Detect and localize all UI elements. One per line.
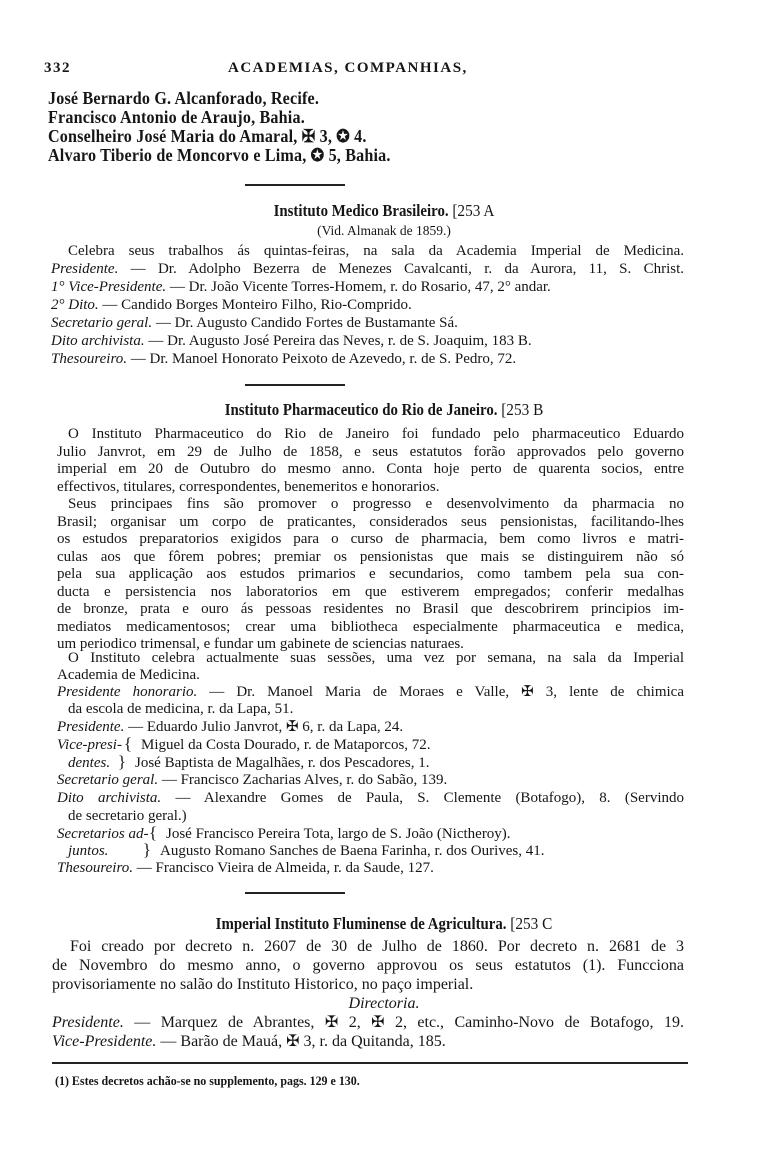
line-text: Foi creado por decreto n. 2607 de 30 de Julho de 1860. Por decreto n. 2681 de 3 [70, 938, 684, 955]
member-line: Conselheiro José Maria do Amaral, ✠ 3, ✪ 4. [48, 126, 367, 146]
line-text: — Dr. Manoel Maria de Moraes e Valle, ✠ 3, lente de chimica [197, 684, 684, 700]
line-text: O Instituto celebra actualmente suas sessões, uma vez por semana, na sala da Imperial [68, 650, 684, 666]
line-text: um periodico trimensal, e fundar um gabinete de sciencias naturaes. [57, 636, 464, 652]
section-title-text: Instituto Medico Brasileiro. [273, 201, 449, 220]
text-line [57, 565, 684, 583]
text-line [57, 789, 684, 807]
role-label: Secretarios ad- [57, 826, 149, 842]
line-text: Miguel da Costa Dourado, r. de Mataporcos, 72. [141, 737, 431, 753]
line-text: — Dr. Manoel Honorato Peixoto de Azevedo, r. de S. Pedro, 72. [126, 351, 517, 367]
line-text: — Eduardo Julio Janvrot, ✠ 6, r. da Lapa, 24. [124, 719, 404, 735]
text-line [0, 995, 768, 1013]
text-line [52, 957, 684, 975]
text-line [57, 666, 684, 684]
text-line [52, 1033, 684, 1051]
line-text: José Baptista de Magalhães, r. dos Pescadores, 1. [135, 755, 430, 771]
line-text: — Marquez de Abrantes, ✠ 2, ✠ 2, etc., Caminho-Novo de Botafogo, 19. [123, 1014, 684, 1031]
role-label: Thesoureiro. [51, 351, 127, 367]
line-text: imperial em 20 de Outubro do mesmo anno. Conta hoje perto de quarenta socios, entre [57, 461, 684, 477]
text-line [57, 548, 684, 566]
line-text: — Dr. Augusto José Pereira das Neves, r. de S. Joaquim, 183 B. [144, 333, 532, 349]
line-text: — Dr. Augusto Candido Fortes de Bustamante Sá. [152, 315, 458, 331]
line-text: Celebra seus trabalhos ás quintas-feiras, na sala da Academia Imperial de Medicina. [68, 243, 684, 259]
line-text: — Alexandre Gomes de Paula, S. Clemente (Botafogo), 8. (Servindo [161, 790, 684, 806]
line-text: culas aos que fôrem pobres; premiar os pensionistas que mais se distinguirem não só [57, 549, 684, 565]
text-line [51, 332, 684, 350]
role-label: Dito archivista. [51, 333, 145, 349]
text-line [70, 938, 684, 956]
text-line [57, 771, 684, 789]
role-label: Presidente. [52, 1014, 124, 1031]
page-number: 332 [44, 60, 71, 76]
line-text: da escola de medicina, r. da Lapa, 51. [68, 701, 294, 717]
text-line [57, 600, 684, 618]
member-line: Francisco Antonio de Araujo, Bahia. [48, 107, 305, 127]
section-subtitle: (Vid. Almanak de 1859.) [317, 223, 451, 238]
line-text: os estudos preparatorios exigidos para o curso de pharmacia, bem como livros e matri- [57, 531, 684, 547]
brace-mark: { [123, 734, 133, 753]
line-text: — Francisco Vieira de Almeida, r. da Saude, 127. [132, 860, 434, 876]
line-text: Julio Janvrot, em 29 de Julho de 1858, e seus estatutos forão approvados pelo governo [57, 444, 684, 460]
line-text: ducta e persistencia nos laboratorios em que estiverem empregados; conferir medalhas [57, 584, 684, 600]
text-line [68, 495, 684, 513]
section-title [38, 914, 729, 934]
brace-mark: } [117, 752, 127, 771]
line-text: — Dr. Adolpho Bezerra de Menezes Cavalcanti, r. da Aurora, 11, S. Christ. [118, 261, 684, 277]
text-line [57, 683, 684, 701]
section-title [38, 201, 729, 221]
text-line [57, 443, 684, 461]
text-line [57, 583, 684, 601]
role-label: Thesoureiro. [57, 860, 133, 876]
section-title [38, 400, 729, 420]
role-label: juntos. [68, 843, 109, 859]
section-reference: [253 C [510, 914, 553, 933]
brace-mark: } [142, 840, 152, 859]
member-line: Alvaro Tiberio de Moncorvo e Lima, ✪ 5, Bahia. [48, 145, 391, 165]
role-label: Presidente. [51, 261, 119, 277]
line-text: — Candido Borges Monteiro Filho, Rio-Comprido. [98, 297, 412, 313]
text-line [68, 700, 684, 718]
footnote-rule [52, 1062, 688, 1064]
text-line [51, 278, 684, 296]
text-line [68, 807, 684, 825]
line-text: Augusto Romano Sanches de Baena Farinha, r. dos Ourives, 41. [160, 843, 545, 859]
text-line [52, 976, 684, 994]
section-reference: [253 B [501, 400, 544, 419]
text-line [57, 859, 684, 877]
role-label: Presidente honorario. [57, 684, 198, 700]
text-line [52, 1014, 684, 1032]
text-line [68, 649, 684, 667]
role-label: Presidente. [57, 719, 125, 735]
section-divider [245, 892, 345, 894]
line-text: mediatos medicamentosos; crear uma bibliotheca especialmente pharmaceutica e medica, [57, 619, 684, 635]
section-divider [245, 184, 345, 186]
line-text: — Dr. João Vicente Torres-Homem, r. do Rosario, 47, 2° andar. [166, 279, 551, 295]
role-label: Secretario geral. [57, 772, 159, 788]
text-line [57, 618, 684, 636]
role-label: 1° Vice-Presidente. [51, 279, 167, 295]
text-line [51, 260, 684, 278]
line-text: provisoriamente no salão do Instituto Historico, no paço imperial. [52, 976, 474, 993]
text-line [57, 825, 684, 843]
line-text: de Novembro do mesmo anno, o governo approvou os seus estatutos (1). Funcciona [52, 957, 684, 974]
brace-mark: { [148, 823, 158, 842]
text-line [68, 425, 684, 443]
line-text: de secretario geral.) [68, 808, 187, 824]
text-line [57, 530, 684, 548]
line-text: de bronze, prata e ouro ás pessoas residentes no Brasil que descobrirem principios im- [57, 601, 684, 617]
text-line [57, 460, 684, 478]
line-text: Brasil; organisar um corpo de praticantes, considerados seus pensionistas, facilitando-lhes [57, 514, 684, 530]
footnote: (1) Estes decretos achão-se no supplemento, pags. 129 e 130. [55, 1073, 360, 1088]
line-text: O Instituto Pharmaceutico do Rio de Janeiro foi fundado pelo pharmaceutico Eduardo [68, 426, 684, 442]
line-text: Directoria. [348, 995, 420, 1012]
role-label: Vice-presi- [57, 737, 122, 753]
text-line [68, 242, 684, 260]
text-line [51, 296, 684, 314]
text-line [68, 754, 684, 772]
line-text: pela sua applicação aos estudos primarios e secundarios, como tambem pela sua con- [57, 566, 684, 582]
text-line [57, 736, 684, 754]
section-title-text: Instituto Pharmaceutico do Rio de Janeiro. [224, 400, 498, 419]
line-text: — Barão de Mauá, ✠ 3, r. da Quitanda, 185. [156, 1033, 446, 1050]
text-line [51, 314, 684, 332]
section-title-text: Imperial Instituto Fluminense de Agricultura. [215, 914, 507, 933]
line-text: effectivos, titulares, correspondentes, benemeritos e honorarios. [57, 479, 440, 495]
text-line [68, 842, 684, 860]
line-text: José Francisco Pereira Tota, largo de S. João (Nictheroy). [166, 826, 511, 842]
role-label: dentes. [68, 755, 111, 771]
section-divider [245, 384, 345, 386]
member-line: José Bernardo G. Alcanforado, Recife. [48, 88, 320, 108]
text-line [51, 350, 684, 368]
section-reference: [253 A [452, 201, 495, 220]
text-line [57, 478, 684, 496]
text-line [57, 513, 684, 531]
line-text: Academia de Medicina. [57, 667, 200, 683]
text-line [57, 718, 684, 736]
role-label: Secretario geral. [51, 315, 153, 331]
line-text: Seus principaes fins são promover o progresso e desenvolvimento da pharmacia no [68, 496, 684, 512]
running-title: ACADEMIAS, COMPANHIAS, [228, 60, 468, 76]
role-label: Dito archivista. [57, 790, 162, 806]
role-label: Vice-Presidente. [52, 1033, 157, 1050]
role-label: 2° Dito. [51, 297, 99, 313]
line-text: — Francisco Zacharias Alves, r. do Sabão, 139. [158, 772, 448, 788]
